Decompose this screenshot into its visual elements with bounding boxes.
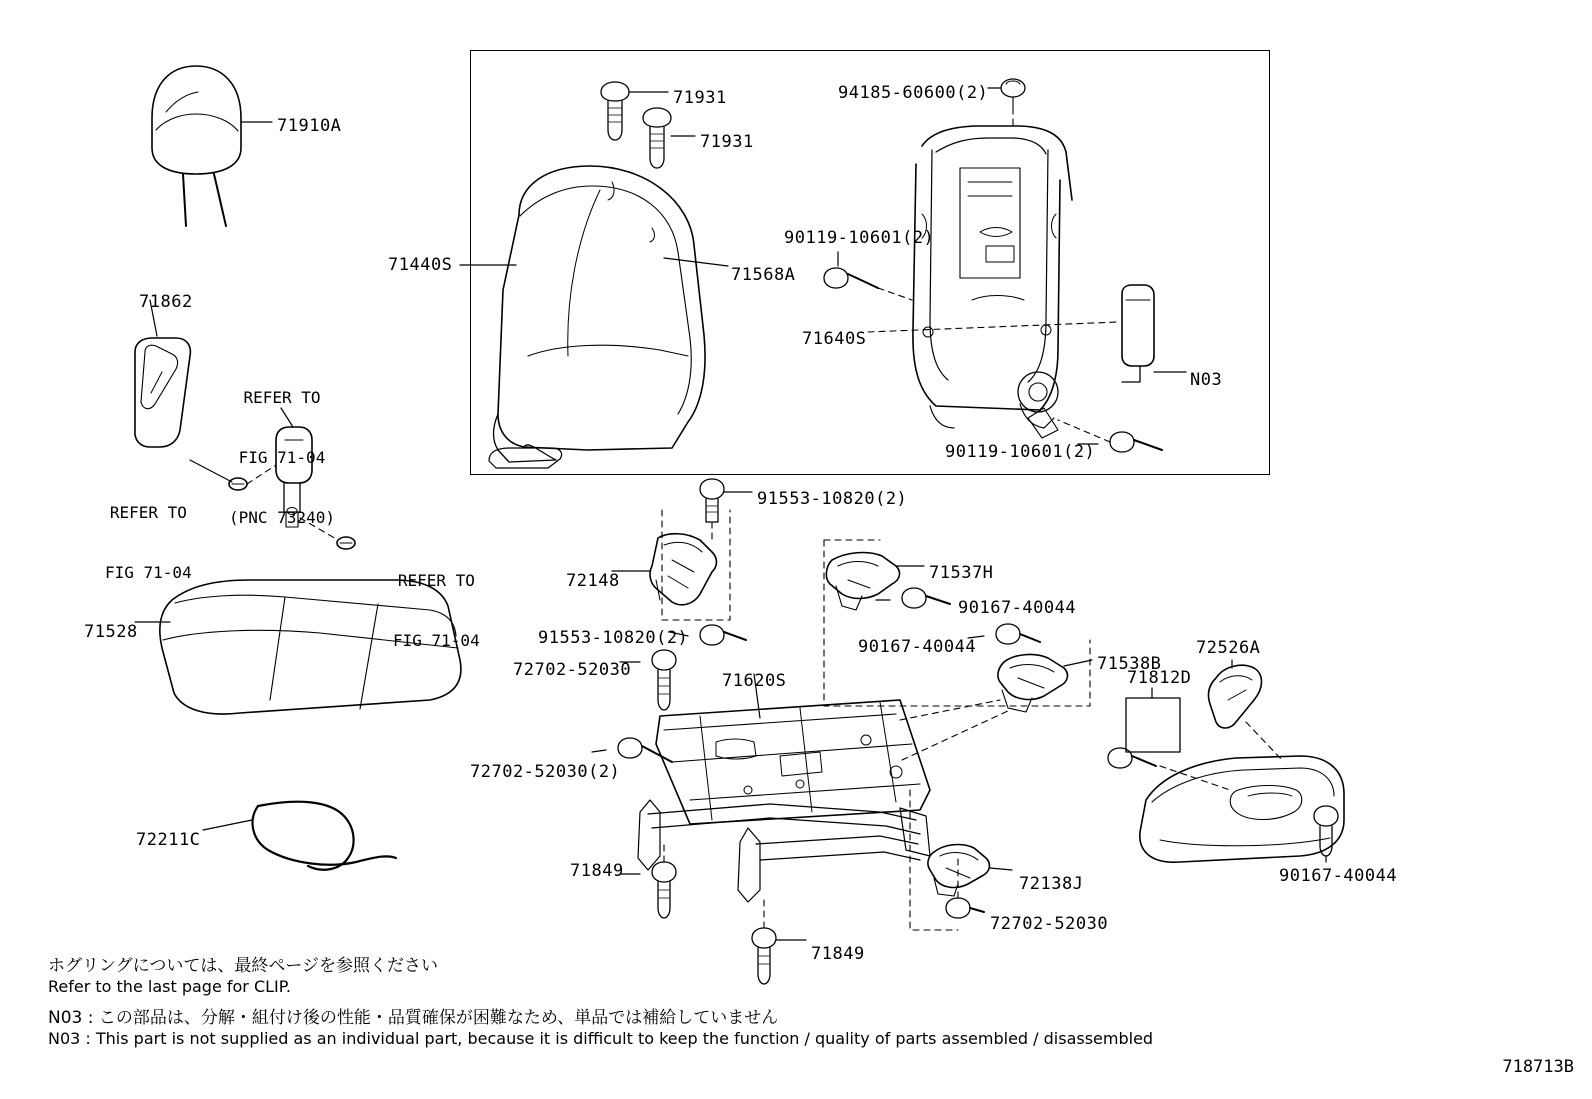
label-72526a: 72526A: [1196, 638, 1261, 658]
label-91553-10820-top: 91553-10820(2): [757, 489, 908, 509]
label-72702-52030-lower: 72702-52030: [990, 914, 1109, 934]
label-72702-52030-pair: 72702-52030(2): [470, 762, 621, 782]
label-71620s: 71620S: [722, 671, 787, 691]
ref-line-1: REFER TO: [397, 571, 475, 590]
label-71910a: 71910A: [277, 116, 342, 136]
label-72702-52030-upper: 72702-52030: [513, 660, 632, 680]
label-71538b: 71538B: [1097, 654, 1162, 674]
ref-line-3: (PNC 73240): [229, 508, 335, 527]
footnote-jp-n03: N03 : この部品は、分解・組付け後の性能・品質確保が困難なため、単品では補給していません: [48, 1008, 779, 1028]
label-90167-40044-middle: 90167-40044: [858, 637, 977, 657]
label-90167-40044-lower: 90167-40044: [1279, 866, 1398, 886]
label-90167-40044-upper: 90167-40044: [958, 598, 1077, 618]
ref-line-1: REFER TO: [243, 388, 321, 407]
ref-line-1: REFER TO: [109, 503, 187, 522]
label-71931-top: 71931: [673, 88, 727, 108]
label-91553-10820-bottom: 91553-10820(2): [538, 628, 689, 648]
label-71568a: 71568A: [731, 265, 796, 285]
label-71812d: 71812D: [1127, 668, 1192, 688]
ref-line-2: FIG 71-04: [238, 448, 326, 467]
label-71931-lower: 71931: [700, 132, 754, 152]
label-71528: 71528: [84, 622, 138, 642]
label-71440s: 71440S: [388, 255, 453, 275]
ref-line-2: FIG 71-04: [393, 631, 480, 650]
label-71862: 71862: [139, 292, 193, 312]
label-71537h: 71537H: [929, 563, 994, 583]
label-71849-center: 71849: [811, 944, 865, 964]
label-71849-left: 71849: [570, 861, 624, 881]
ref-line-2: FIG 71-04: [105, 563, 192, 582]
ref-fig-71-04-left: [105, 463, 192, 623]
label-n03: N03: [1190, 370, 1223, 390]
footnote-en-n03: N03 : This part is not supplied as an individual part, because it is difficult to keep the function / quality of parts assembled / disassembled: [48, 1029, 1154, 1048]
footnote-jp-hogring: ホグリングについては、最終ページを参照ください: [48, 956, 438, 976]
label-72148: 72148: [566, 571, 620, 591]
ref-fig-71-04-right: [393, 531, 480, 691]
diagram-code: 718713B: [1502, 1057, 1574, 1077]
label-71640s: 71640S: [802, 329, 867, 349]
label-90119-10601-bottom: 90119-10601(2): [945, 442, 1096, 462]
label-90119-10601-top: 90119-10601(2): [784, 228, 935, 248]
ref-fig-71-04-pnc73240: [229, 348, 335, 568]
label-94185-60600: 94185-60600(2): [838, 83, 989, 103]
footnote-en-clip: Refer to the last page for CLIP.: [48, 977, 291, 996]
label-72138j: 72138J: [1019, 874, 1084, 894]
label-72211c: 72211C: [136, 830, 201, 850]
